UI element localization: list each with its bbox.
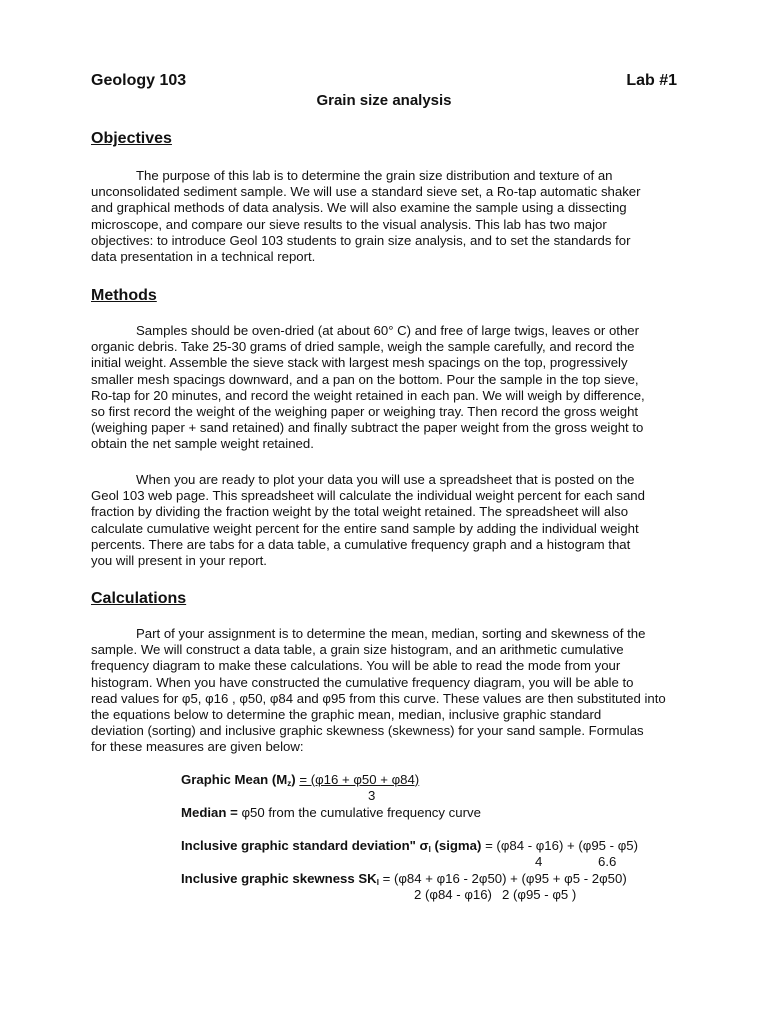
skewness-formula <box>181 871 627 886</box>
standard-deviation-denominator-1: 4 <box>535 854 543 869</box>
skewness-numerator: = (φ84 + φ16 - 2φ50) + (φ95 + φ5 - 2φ50) <box>382 871 627 886</box>
median-label: Median = <box>181 805 238 820</box>
standard-deviation-numerator: = (φ84 - φ16) + (φ95 - φ5) <box>485 838 639 853</box>
text-line: frequency diagram to make these calculations. You will be able to read the mode from your <box>91 658 621 674</box>
text-line: Part of your assignment is to determine the mean, median, sorting and skewness of the <box>136 626 646 641</box>
text-line: Ro-tap for 20 minutes, and record the weight retained in each pan. We will weigh by difference, <box>91 387 645 403</box>
text-line: unconsolidated sediment sample. We will use a standard sieve set, a Ro-tap automatic shaker <box>91 184 641 200</box>
text-line: read values for φ5, φ16 , φ50, φ84 and φ95 from this curve. These values are then substituted into <box>91 690 666 706</box>
text-line: for these measures are given below: <box>91 739 304 755</box>
text-line: deviation (sorting) and inclusive graphic skewness (skewness) for your sand sample. Formulas <box>91 723 644 739</box>
text-line: smaller mesh spacings downward, and a pan on the bottom. Pour the sample in the top sieve, <box>91 371 639 387</box>
text-line: sample. We will construct a data table, a grain size histogram, and an arithmetic cumulative <box>91 642 624 658</box>
text-line: the equations below to determine the graphic mean, median, inclusive graphic standard <box>91 707 602 723</box>
methods-paragraph-1 <box>91 323 681 453</box>
text-line: data presentation in a technical report. <box>91 249 316 265</box>
text-line: Geol 103 web page. This spreadsheet will calculate the individual weight percent for each sand <box>91 488 645 504</box>
graphic-mean-denominator: 3 <box>368 788 376 803</box>
text-line: organic debris. Take 25-30 grams of dried sample, weigh the sample carefully, and record the <box>91 339 635 355</box>
median-text: φ50 from the cumulative frequency curve <box>241 805 481 820</box>
text-line: so first record the weight of the weighing paper or weighing tray. Then record the gross weight <box>91 404 639 420</box>
text-line: objectives: to introduce Geol 103 students to grain size analysis, and to set the standards for <box>91 232 631 248</box>
text-line: you will present in your report. <box>91 553 267 569</box>
course-title: Geology 103 <box>91 72 187 89</box>
graphic-mean-label: Graphic Mean $(M_z)$ <box>181 772 296 788</box>
text-line: initial weight. Assemble the sieve stack with largest mesh spacings on the top, progressively <box>91 355 628 371</box>
graphic-mean-formula <box>181 772 419 787</box>
methods-heading: Methods <box>91 287 157 304</box>
text-line: (weighing paper + sand retained) and finally subtract the paper weight from the gross weight to <box>91 420 644 436</box>
calculations-paragraph <box>91 626 681 756</box>
skewness-label: Inclusive graphic skewness $SK_I$ <box>181 871 379 887</box>
standard-deviation-label: Inclusive graphic standard deviation" $\sigma_I$ (sigma) <box>181 838 482 854</box>
median-formula <box>181 805 481 820</box>
standard-deviation-formula <box>181 838 638 853</box>
text-line: fraction by dividing the fraction weight by the total weight retained. The spreadsheet will also <box>91 504 629 520</box>
skewness-denominator-1: 2 (φ84 - φ16) <box>414 887 492 902</box>
methods-paragraph-2 <box>91 472 681 569</box>
lab-number: Lab #1 <box>626 72 677 89</box>
text-line: calculate cumulative weight percent for the entire sand sample by adding the individual weight <box>91 520 639 536</box>
standard-deviation-denominator-2: 6.6 <box>598 854 617 869</box>
text-line: percents. There are tabs for a data table, a cumulative frequency graph and a histogram that <box>91 536 631 552</box>
text-line: histogram. When you have constructed the cumulative frequency diagram, you will be able to <box>91 674 634 690</box>
text-line: When you are ready to plot your data you will use a spreadsheet that is posted on the <box>136 472 635 487</box>
calculations-heading: Calculations <box>91 590 187 607</box>
skewness-denominator-2: 2 (φ95 - φ5 ) <box>502 887 577 902</box>
graphic-mean-numerator: = (φ16 + φ50 + φ84) <box>299 772 420 787</box>
text-line: obtain the net sample weight retained. <box>91 436 314 452</box>
text-line: and graphical methods of data analysis. We will also examine the sample using a dissecting <box>91 200 627 216</box>
document-subtitle: Grain size analysis <box>316 92 452 109</box>
text-line: The purpose of this lab is to determine the grain size distribution and texture of an <box>136 168 613 183</box>
text-line: Samples should be oven-dried (at about 60° C) and free of large twigs, leaves or other <box>136 323 640 338</box>
objectives-paragraph <box>91 168 681 265</box>
text-line: microscope, and compare our sieve results to the visual analysis. This lab has two major <box>91 216 607 232</box>
objectives-heading: Objectives <box>91 130 172 147</box>
